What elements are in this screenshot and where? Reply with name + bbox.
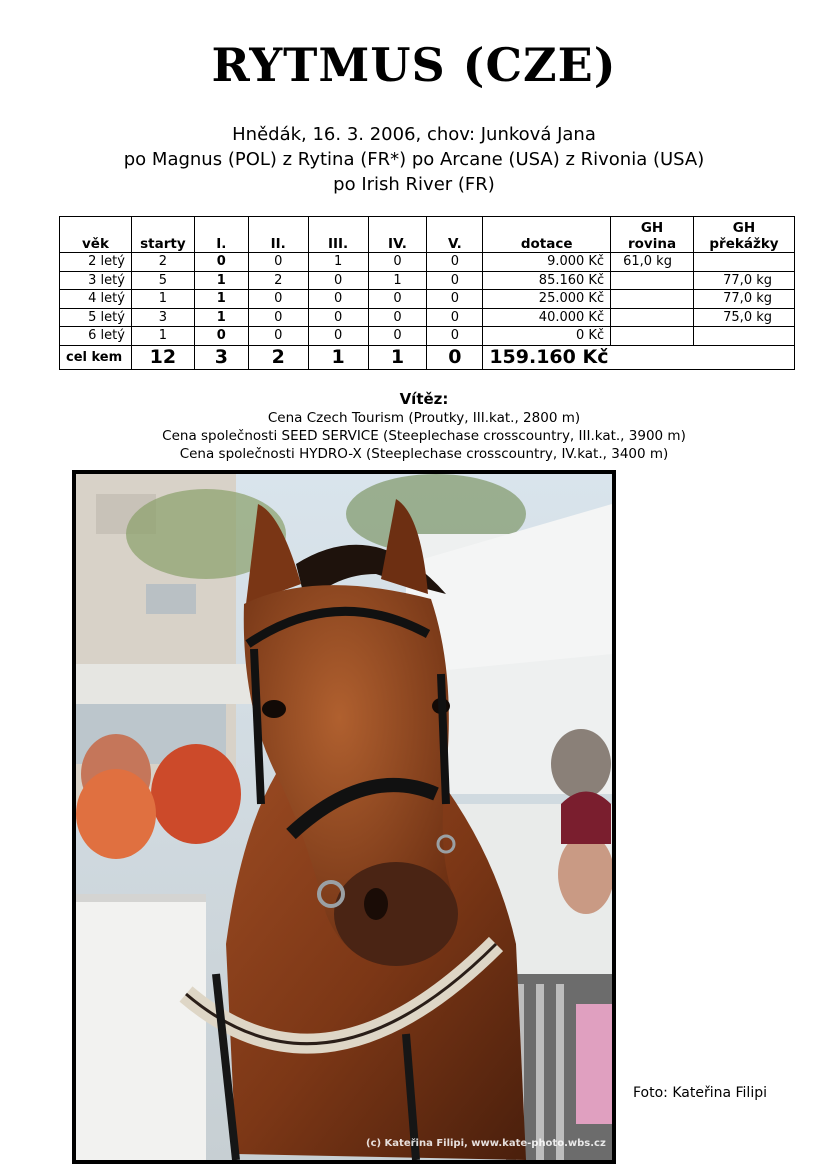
- table-row: 5 letý 3 1 0 0 0 0 40.000 Kč 75,0 kg: [60, 308, 795, 327]
- table-row: 4 letý 1 1 0 0 0 0 25.000 Kč 77,0 kg: [60, 290, 795, 309]
- table-row: 6 letý 1 0 0 0 0 0 0 Kč: [60, 327, 795, 346]
- horse-photo: [72, 470, 616, 1164]
- horse-details: Hnědák, 16. 3. 2006, chov: Junková Jana: [232, 124, 596, 145]
- winners-heading: Vítěz:: [399, 390, 449, 408]
- col-header-gh-jump: GH překážky: [694, 217, 795, 253]
- table-total-row: cel kem 12 3 2 1 1 0 159.160 Kč: [60, 345, 795, 369]
- racing-stats-table: [59, 216, 795, 370]
- table-row: 3 letý 5 1 2 0 1 0 85.160 Kč 77,0 kg: [60, 271, 795, 290]
- col-header-first: I.: [194, 217, 248, 253]
- winner-race: Cena společnosti HYDRO-X (Steeplechase crosscountry, IV.kat., 3400 m): [179, 446, 669, 462]
- winner-race: Cena Czech Tourism (Proutky, III.kat., 2800 m): [267, 410, 581, 426]
- col-header-fourth: IV.: [368, 217, 427, 253]
- photo-credit: Foto: Kateřina Filipi: [633, 1085, 767, 1101]
- winner-race: Cena společnosti SEED SERVICE (Steeplechase crosscountry, III.kat., 3900 m): [162, 428, 686, 444]
- col-header-third: III.: [308, 217, 368, 253]
- table-header-row: [60, 217, 795, 253]
- photo-watermark: (c) Kateřina Filipi, www.kate-photo.wbs.cz: [366, 1138, 606, 1149]
- col-header-prize: dotace: [483, 217, 611, 253]
- page-title: RYTMUS (CZE): [211, 38, 617, 92]
- col-header-starts: starty: [131, 217, 194, 253]
- table-row: 2 letý 2 0 0 1 0 0 9.000 Kč 61,0 kg: [60, 253, 795, 272]
- pedigree-line-2: po Irish River (FR): [333, 174, 495, 195]
- col-header-age: věk: [60, 217, 132, 253]
- col-header-fifth: V.: [427, 217, 483, 253]
- col-header-gh-flat: GH rovina: [611, 217, 694, 253]
- pedigree-line: po Magnus (POL) z Rytina (FR*) po Arcane (USA) z Rivonia (USA): [123, 149, 705, 170]
- col-header-second: II.: [248, 217, 308, 253]
